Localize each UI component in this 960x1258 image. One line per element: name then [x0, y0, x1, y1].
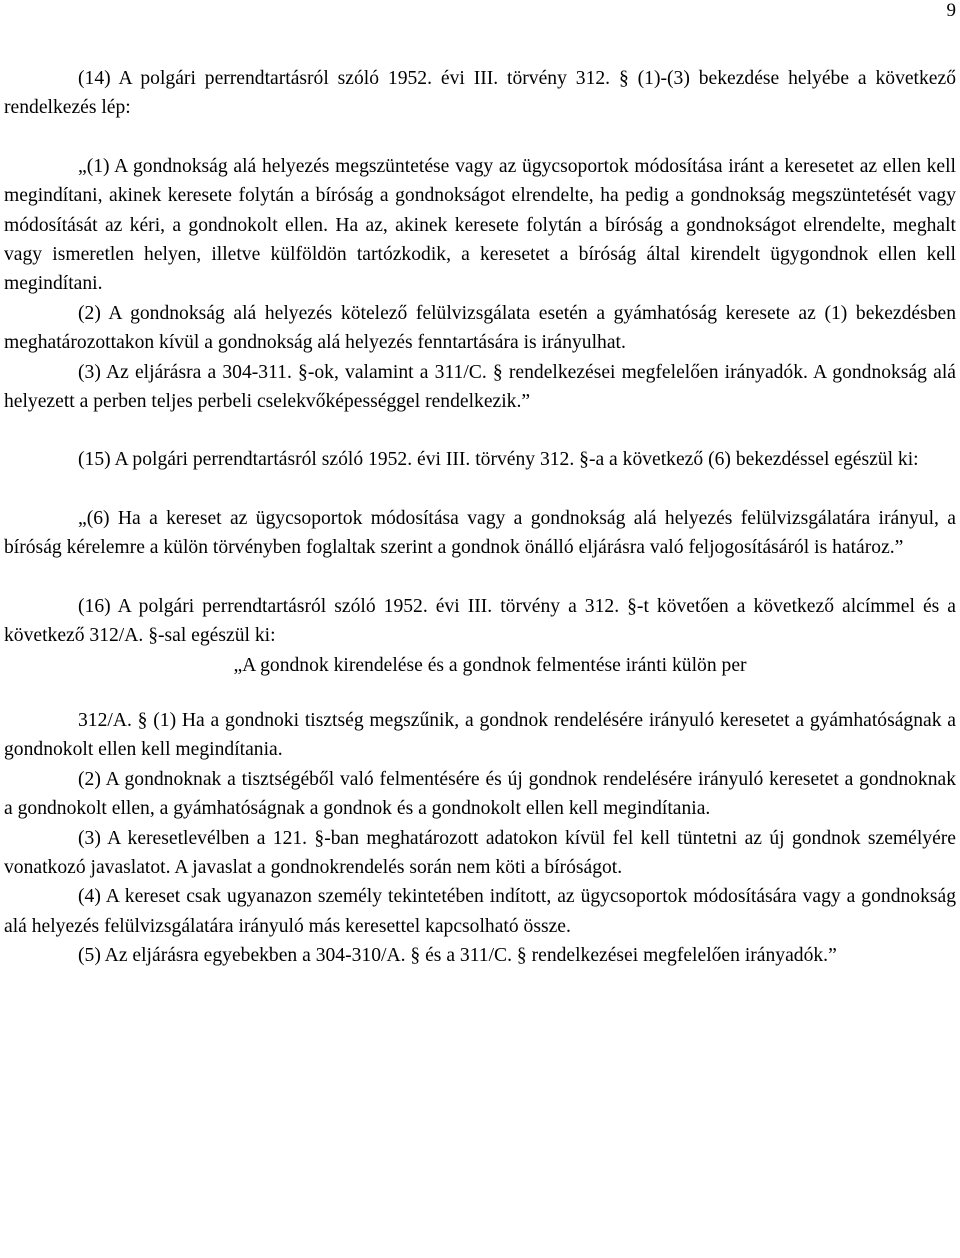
paragraph-312a-4: (4) A kereset csak ugyanazon személy tekintetében indított, az ügycsoportok módosítására vagy a gondnokság alá helyezés felülvizsgálatára irányuló más keresettel kapcsolható össze. [4, 886, 956, 937]
paragraph-312a-3: (3) A keresetlevélben a 121. §-ban meghatározott adatokon kívül fel kell tüntetni az új gondnok személyére vonatkozó javaslatot. A javaslat a gondnokrendelés során nem köti a bíróságot. [4, 827, 956, 878]
paragraph-15-6: „(6) Ha a kereset az ügycsoportok módosítása vagy a gondnokság alá helyezés felülvizsgálatára irányul, a bíróság kérelemre a külön törvényben foglaltak szerint a gondnok önálló eljárásra való feljogosításáról is határoz.” [4, 507, 956, 559]
page-number: 9 [946, 0, 956, 21]
paragraph-14-2: (2) A gondnokság alá helyezés kötelező felülvizsgálata esetén a gyámhatóság keresete az (1) bekezdésben meghatározottakon kívül a gondnokság alá helyezés fenntartására is irányulhat. [4, 302, 956, 354]
paragraph-14-3: (3) Az eljárásra a 304-311. §-ok, valamint a 311/C. § rendelkezései megfelelően irányadók. A gondnokság alá helyezett a perben teljes perbeli cselekvőképességgel rendelkezik.” [4, 361, 956, 413]
paragraph-312a-5: (5) Az eljárásra egyebekben a 304-310/A. § és a 311/C. § rendelkezései megfelelően irányadók.” [78, 945, 837, 967]
paragraph-14: (14) A polgári perrendtartásról szóló 1952. évi III. törvény 312. § (1)-(3) bekezdése helyébe a következő rendelkezés lép: [4, 68, 956, 119]
paragraph-14-1: „(1) A gondnokság alá helyezés megszüntetése vagy az ügycsoportok módosítása iránt a keresetet az ellen kell megindítani, akinek keresete folytán a bíróság a gondnokságot elrendelte, ha pedig a gondnokság megszüntetését vagy módosítását az kéri, a gondnokolt ellen. Ha az, akinek keresete folytán a bíróság a gondnokságot elrendelte, meghalt vagy ismeretlen helyen, illetve külföldön tartózkodik, a keresetet a bíróság által kirendelt ügygondnok ellen kell megindítani. [4, 155, 956, 295]
section-subtitle: „A gondnok kirendelése és a gondnok felmentése iránti külön per [233, 654, 747, 676]
paragraph-16: (16) A polgári perrendtartásról szóló 1952. évi III. törvény a 312. §-t követően a következő alcímmel és a következő 312/A. §-sal egészül ki: [4, 595, 956, 647]
paragraph-312a-2: (2) A gondnoknak a tisztségéből való felmentésére és új gondnok rendelésére irányuló keresetet a gondnoknak a gondnokolt ellen, a gyámhatóságnak a gondnok és a gondnokolt ellen kell megindítania. [4, 768, 956, 820]
paragraph-312a-1: 312/A. § (1) Ha a gondnoki tisztség megszűnik, a gondnok rendelésére irányuló keresetet a gyámhatóságnak a gondnokolt ellen kell megindítania. [4, 709, 956, 761]
paragraph-15: (15) A polgári perrendtartásról szóló 1952. évi III. törvény 312. §-a a következő (6) bekezdéssel egészül ki: [78, 449, 919, 471]
document-body [4, 64, 956, 971]
